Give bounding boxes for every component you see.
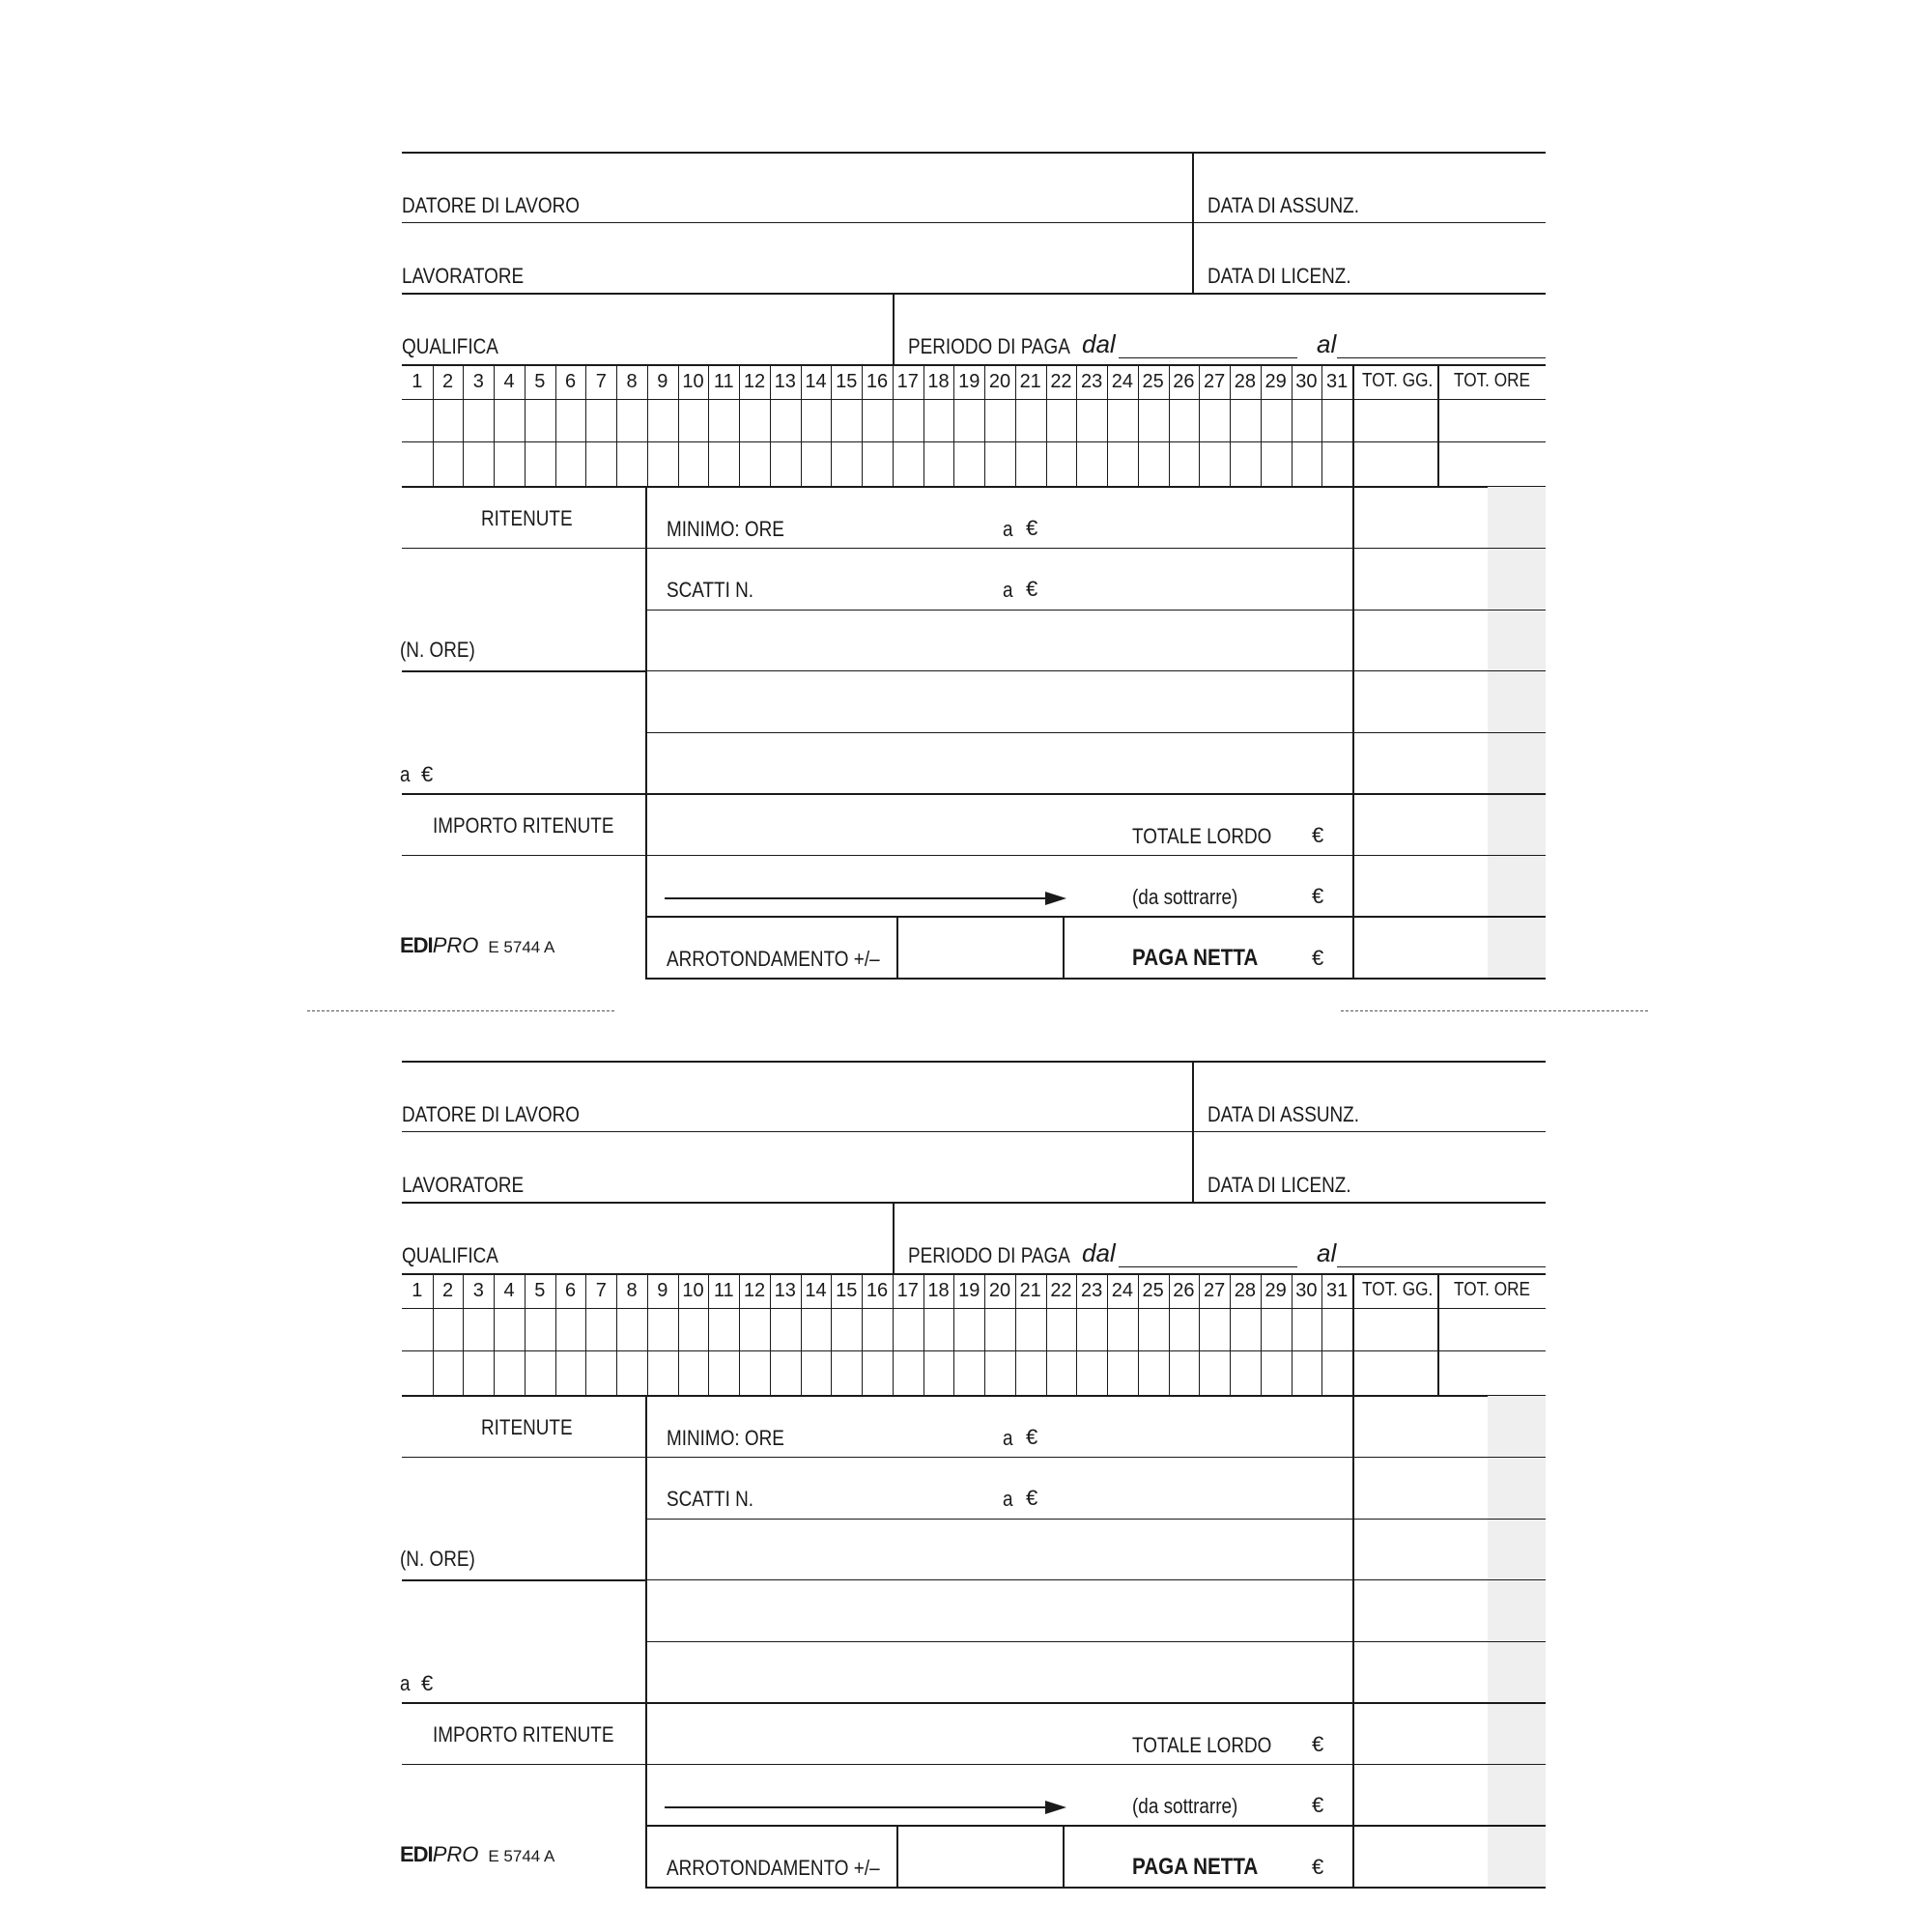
day-header-22: 22 [1050,371,1072,392]
day-header-12: 12 [743,371,766,392]
day-entry-cell[interactable] [1076,1350,1107,1393]
edipro-logo [400,1844,554,1865]
day-header-31: 31 [1325,1280,1349,1301]
day-entry-cell[interactable] [678,399,709,441]
arrotondamento-box-left [896,1825,898,1888]
day-header-19: 19 [958,371,980,392]
dal-label: dal [1082,329,1116,358]
qualifica-label: QUALIFICA [402,1243,498,1267]
form-top-rule [402,1061,1546,1063]
day-entry-cell[interactable] [555,1350,586,1393]
day-entry-cell[interactable] [1015,441,1046,484]
day-entry-cell[interactable] [433,441,464,484]
day-entry-cell[interactable] [831,1308,862,1350]
day-entry-cell[interactable] [1046,1350,1077,1393]
euro-sign: € [1026,577,1038,601]
day-entry-cell[interactable] [647,1308,678,1350]
rule [402,793,1546,795]
day-entry-cell[interactable] [1015,1308,1046,1350]
al-line[interactable] [1337,357,1546,358]
al-line[interactable] [1337,1266,1546,1267]
day-entry-cell[interactable] [1292,399,1322,441]
totale-lordo-label: TOTALE LORDO [1132,824,1272,848]
day-entry-cell[interactable] [708,441,739,484]
day-header-6: 6 [565,371,577,392]
day-entry-cell[interactable] [555,399,586,441]
day-header-19: 19 [958,1280,980,1301]
day-header-1: 1 [412,1280,423,1301]
day-entry-cell[interactable] [770,1350,801,1393]
logo-edi-text: EDI [400,1842,433,1866]
logo-edi-text: EDI [400,933,433,957]
day-entry-cell[interactable] [862,1350,893,1393]
day-entry-cell[interactable] [525,441,555,484]
rule [645,732,1546,733]
day-entry-cell[interactable] [1321,441,1352,484]
day-entry-cell[interactable] [402,1350,433,1393]
rule [402,1579,645,1581]
n-ore-label: (N. ORE) [400,1547,475,1571]
day-entry-cell[interactable] [1138,1350,1169,1393]
scatti-n-label: SCATTI N. [667,578,754,602]
day-entry-cell[interactable] [831,1350,862,1393]
rule [645,548,1546,549]
arrow-right-icon [1045,892,1066,905]
tot-gg-header: TOT. GG. [1362,370,1434,391]
ritenute-label: RITENUTE [481,1415,573,1439]
day-entry-cell[interactable] [984,1350,1015,1393]
day-header-1: 1 [412,371,423,392]
day-entry-cell[interactable] [1138,399,1169,441]
day-header-31: 31 [1325,371,1349,392]
day-header-17: 17 [896,371,919,392]
rule [645,1579,1546,1580]
tot-ore-divider [1437,1273,1439,1395]
dal-label: dal [1082,1238,1116,1267]
day-entry-cell[interactable] [708,1350,739,1393]
rule [402,548,645,549]
periodo-di-paga-label: PERIODO DI PAGA [908,334,1070,358]
day-header-11: 11 [713,1280,734,1301]
day-entry-cell[interactable] [494,441,525,484]
day-entry-cell[interactable] [984,1308,1015,1350]
al-label: al [1317,329,1337,358]
day-header-3: 3 [472,371,484,392]
day-entry-cell[interactable] [525,1308,555,1350]
day-entry-cell[interactable] [708,1308,739,1350]
dal-line[interactable] [1119,357,1297,358]
day-entry-cell[interactable] [678,1350,709,1393]
day-entry-cell[interactable] [893,441,923,484]
day-entry-cell[interactable] [433,399,464,441]
day-entry-cell[interactable] [984,399,1015,441]
day-entry-cell[interactable] [463,441,494,484]
form-code: E 5744 A [488,1847,555,1865]
day-entry-cell[interactable] [555,1308,586,1350]
day-header-9: 9 [657,1280,668,1301]
paga-netta-label: PAGA NETTA [1132,1854,1259,1880]
grid-top-rule [402,364,1546,366]
day-entry-cell[interactable] [1321,1350,1352,1393]
dal-line[interactable] [1119,1266,1297,1267]
day-entry-cell[interactable] [953,1308,984,1350]
arrow-line [665,1806,1049,1808]
datore-di-lavoro-label: DATORE DI LAVORO [402,1102,580,1126]
day-header-25: 25 [1142,1280,1164,1301]
day-entry-cell[interactable] [862,441,893,484]
day-entry-cell[interactable] [953,1350,984,1393]
day-header-26: 26 [1173,1280,1195,1301]
paga-netta-label: PAGA NETTA [1132,945,1259,971]
euro-sign: € [1026,1486,1038,1510]
totale-lordo-label: TOTALE LORDO [1132,1733,1272,1757]
day-entry-cell[interactable] [708,399,739,441]
day-entry-cell[interactable] [1015,399,1046,441]
day-header-2: 2 [442,1280,454,1301]
euro-sign: € [1026,516,1038,540]
arrotondamento-box-right [1063,1825,1065,1888]
arrotondamento-label: ARROTONDAMENTO +/– [667,1856,880,1880]
day-header-18: 18 [927,371,950,392]
day-entry-cell[interactable] [616,1350,647,1393]
grid-top-rule [402,1273,1546,1275]
minimo-ore-label: MINIMO: ORE [667,517,784,541]
rule [402,1131,1546,1132]
day-header-4: 4 [503,371,515,392]
day-header-7: 7 [595,1280,607,1301]
day-entry-cell[interactable] [739,1308,770,1350]
day-entry-cell[interactable] [831,441,862,484]
day-header-15: 15 [836,1280,858,1301]
day-header-3: 3 [472,1280,484,1301]
day-header-29: 29 [1264,1280,1287,1301]
day-entry-cell[interactable] [923,1350,954,1393]
day-entry-cell[interactable] [1169,441,1200,484]
arrow-right-icon [1045,1801,1066,1814]
euro-sign: € [1312,1732,1324,1756]
minimo-ore-label: MINIMO: ORE [667,1426,784,1450]
day-header-24: 24 [1111,371,1134,392]
day-entry-cell[interactable] [770,441,801,484]
day-entry-cell[interactable] [616,1308,647,1350]
day-entry-cell[interactable] [647,399,678,441]
day-entry-cell[interactable] [739,1350,770,1393]
datore-di-lavoro-label: DATORE DI LAVORO [402,193,580,217]
periodo-di-paga-label: PERIODO DI PAGA [908,1243,1070,1267]
day-entry-cell[interactable] [739,399,770,441]
day-entry-cell[interactable] [433,1350,464,1393]
day-entry-cell[interactable] [1169,1308,1200,1350]
day-header-27: 27 [1204,1280,1226,1301]
day-header-8: 8 [626,371,638,392]
n-ore-label: (N. ORE) [400,638,475,662]
day-entry-cell[interactable] [1230,399,1261,441]
day-entry-cell[interactable] [647,441,678,484]
day-entry-cell[interactable] [801,441,832,484]
day-entry-cell[interactable] [893,1308,923,1350]
a-label: a [1003,517,1013,541]
euro-sign: € [1312,946,1324,970]
day-entry-cell[interactable] [1321,1308,1352,1350]
day-entry-cell[interactable] [893,399,923,441]
day-entry-cell[interactable] [1107,1308,1138,1350]
day-header-30: 30 [1295,371,1318,392]
day-entry-cell[interactable] [1138,1308,1169,1350]
day-entry-cell[interactable] [585,399,616,441]
day-entry-cell[interactable] [1199,399,1230,441]
rule [645,1519,1546,1520]
day-entry-cell[interactable] [494,1308,525,1350]
day-entry-cell[interactable] [1107,399,1138,441]
day-entry-cell[interactable] [801,1350,832,1393]
day-header-15: 15 [836,371,858,392]
day-entry-cell[interactable] [1076,441,1107,484]
day-entry-cell[interactable] [402,399,433,441]
day-entry-cell[interactable] [1292,1350,1322,1393]
euro-sign: € [421,762,434,786]
day-entry-cell[interactable] [1230,1308,1261,1350]
tot-gg-divider [1352,1273,1354,1395]
day-header-14: 14 [805,371,827,392]
tot-gg-divider [1352,364,1354,486]
data-di-licenz-label: DATA DI LICENZ. [1208,1173,1351,1197]
day-header-11: 11 [713,371,734,392]
day-header-29: 29 [1264,371,1287,392]
day-entry-cell[interactable] [862,399,893,441]
euro-sign: € [1026,1425,1038,1449]
day-header-20: 20 [988,371,1011,392]
day-entry-cell[interactable] [555,441,586,484]
day-entry-cell[interactable] [1261,399,1292,441]
day-header-16: 16 [866,371,889,392]
day-entry-cell[interactable] [770,1308,801,1350]
qualifica-divider [893,293,895,364]
form-top-rule [402,152,1546,154]
day-entry-cell[interactable] [831,399,862,441]
data-di-assunz-label: DATA DI ASSUNZ. [1208,193,1360,217]
euro-sign: € [421,1671,434,1695]
day-entry-cell[interactable] [585,1308,616,1350]
al-label: al [1317,1238,1337,1267]
rule [402,1350,1546,1351]
day-entry-cell[interactable] [525,399,555,441]
arrotondamento-label: ARROTONDAMENTO +/– [667,947,880,971]
day-header-13: 13 [774,1280,796,1301]
day-entry-cell[interactable] [1015,1350,1046,1393]
day-header-14: 14 [805,1280,827,1301]
day-entry-cell[interactable] [923,399,954,441]
scatti-n-label: SCATTI N. [667,1487,754,1511]
rule [645,670,1546,671]
day-entry-cell[interactable] [494,399,525,441]
euro-sign: € [1312,884,1324,908]
day-header-25: 25 [1142,371,1164,392]
da-sottrarre-label: (da sottrarre) [1132,885,1238,909]
day-entry-cell[interactable] [1046,399,1077,441]
day-entry-cell[interactable] [402,1308,433,1350]
day-entry-cell[interactable] [953,441,984,484]
a-label: a [1003,578,1013,602]
day-entry-cell[interactable] [585,441,616,484]
day-header-2: 2 [442,371,454,392]
rule [402,1202,1546,1204]
day-entry-cell[interactable] [893,1350,923,1393]
day-header-24: 24 [1111,1280,1134,1301]
tot-gg-header: TOT. GG. [1362,1279,1434,1300]
day-header-5: 5 [534,1280,546,1301]
day-entry-cell[interactable] [463,1308,494,1350]
qualifica-divider [893,1202,895,1273]
day-header-10: 10 [682,371,704,392]
day-header-9: 9 [657,371,668,392]
day-entry-cell[interactable] [1169,399,1200,441]
rule [402,1457,645,1458]
day-entry-cell[interactable] [739,441,770,484]
importo-ritenute-label: IMPORTO RITENUTE [433,1722,614,1747]
day-entry-cell[interactable] [1230,1350,1261,1393]
day-entry-cell[interactable] [494,1350,525,1393]
form-bottom-rule [645,1887,1546,1889]
lavoratore-label: LAVORATORE [402,264,525,288]
euro-sign: € [1312,1855,1324,1879]
qualifica-label: QUALIFICA [402,334,498,358]
day-header-12: 12 [743,1280,766,1301]
rule [402,1764,1546,1765]
day-header-28: 28 [1234,1280,1257,1301]
lavoratore-label: LAVORATORE [402,1173,525,1197]
tot-ore-header: TOT. ORE [1454,370,1531,391]
arrow-line [665,897,1049,899]
grid-bottom-rule [402,1395,1546,1397]
rule [645,1641,1546,1642]
day-entry-cell[interactable] [1199,441,1230,484]
day-header-6: 6 [565,1280,577,1301]
day-entry-cell[interactable] [862,1308,893,1350]
day-entry-cell[interactable] [1076,399,1107,441]
day-header-28: 28 [1234,371,1257,392]
day-header-5: 5 [534,371,546,392]
day-entry-cell[interactable] [678,441,709,484]
day-entry-cell[interactable] [1230,441,1261,484]
day-entry-cell[interactable] [1292,441,1322,484]
day-entry-cell[interactable] [647,1350,678,1393]
day-header-8: 8 [626,1280,638,1301]
day-entry-cell[interactable] [1292,1308,1322,1350]
tot-ore-divider [1437,364,1439,486]
day-entry-cell[interactable] [1199,1308,1230,1350]
rule [645,1457,1546,1458]
day-header-18: 18 [927,1280,950,1301]
a-label: a [1003,1487,1013,1511]
a-label: a [1003,1426,1013,1450]
rule [402,1308,1546,1309]
day-header-10: 10 [682,1280,704,1301]
day-header-13: 13 [774,371,796,392]
day-entry-cell[interactable] [1261,441,1292,484]
euro-sign: € [1312,823,1324,847]
day-entry-cell[interactable] [616,399,647,441]
day-entry-cell[interactable] [1321,399,1352,441]
rule [402,855,1546,856]
data-di-assunz-label: DATA DI ASSUNZ. [1208,1102,1360,1126]
day-header-23: 23 [1081,371,1103,392]
a-label: a [400,1671,411,1695]
day-header-20: 20 [988,1280,1011,1301]
day-header-30: 30 [1295,1280,1318,1301]
data-di-licenz-label: DATA DI LICENZ. [1208,264,1351,288]
logo-pro-text: PRO [432,933,479,957]
day-entry-cell[interactable] [433,1308,464,1350]
tot-ore-header: TOT. ORE [1454,1279,1531,1300]
rule [402,222,1546,223]
day-entry-cell[interactable] [1169,1350,1200,1393]
rule [645,610,1546,611]
day-entry-cell[interactable] [1261,1350,1292,1393]
day-entry-cell[interactable] [801,399,832,441]
day-entry-cell[interactable] [616,441,647,484]
importo-ritenute-label: IMPORTO RITENUTE [433,813,614,838]
da-sottrarre-label: (da sottrarre) [1132,1794,1238,1818]
day-header-23: 23 [1081,1280,1103,1301]
day-entry-cell[interactable] [525,1350,555,1393]
day-entry-cell[interactable] [1261,1308,1292,1350]
ritenute-label: RITENUTE [481,506,573,530]
a-label: a [400,762,411,786]
rule [402,441,1546,442]
day-entry-cell[interactable] [1046,441,1077,484]
day-entry-cell[interactable] [953,399,984,441]
day-entry-cell[interactable] [801,1308,832,1350]
day-header-7: 7 [595,371,607,392]
euro-sign: € [1312,1793,1324,1817]
day-header-17: 17 [896,1280,919,1301]
rule [402,670,645,672]
logo-pro-text: PRO [432,1842,479,1866]
day-entry-cell[interactable] [585,1350,616,1393]
day-entry-cell[interactable] [463,1350,494,1393]
day-entry-cell[interactable] [678,1308,709,1350]
day-header-4: 4 [503,1280,515,1301]
day-header-26: 26 [1173,371,1195,392]
day-entry-cell[interactable] [923,441,954,484]
day-entry-cell[interactable] [1107,441,1138,484]
payslip-form-bottom [0,909,1932,1880]
day-entry-cell[interactable] [923,1308,954,1350]
grid-bottom-rule [402,486,1546,488]
day-entry-cell[interactable] [1076,1308,1107,1350]
day-entry-cell[interactable] [770,399,801,441]
day-entry-cell[interactable] [1046,1308,1077,1350]
rule [402,293,1546,295]
day-entry-cell[interactable] [402,441,433,484]
day-entry-cell[interactable] [984,441,1015,484]
rule [645,1825,1546,1827]
day-entry-cell[interactable] [1199,1350,1230,1393]
day-header-21: 21 [1019,371,1041,392]
day-header-21: 21 [1019,1280,1041,1301]
day-header-22: 22 [1050,1280,1072,1301]
day-entry-cell[interactable] [463,399,494,441]
day-header-27: 27 [1204,371,1226,392]
day-entry-cell[interactable] [1107,1350,1138,1393]
rule [402,1702,1546,1704]
rule [402,399,1546,400]
day-header-16: 16 [866,1280,889,1301]
day-entry-cell[interactable] [1138,441,1169,484]
form-code: E 5744 A [488,938,555,956]
